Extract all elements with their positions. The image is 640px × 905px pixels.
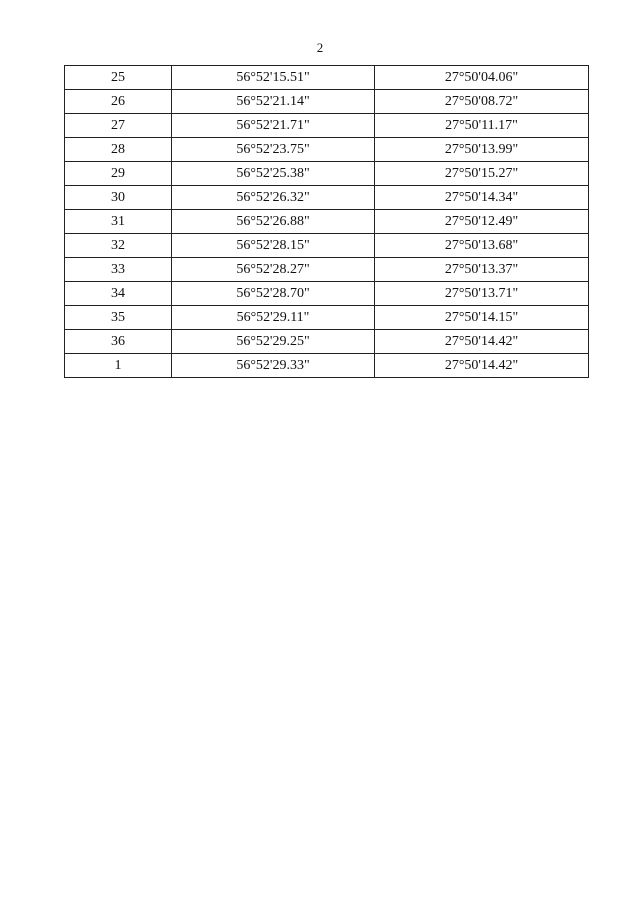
table-row [65,306,589,330]
table-row [65,162,589,186]
longitude-cell: 27°50'14.34" [375,186,589,210]
longitude-cell: 27°50'13.99" [375,138,589,162]
table-row [65,186,589,210]
table-row [65,234,589,258]
latitude-cell: 56°52'28.15" [172,234,375,258]
table-row [65,354,589,378]
longitude-cell: 27°50'14.15" [375,306,589,330]
longitude-cell: 27°50'15.27" [375,162,589,186]
longitude-cell: 27°50'08.72" [375,90,589,114]
point-index: 34 [65,282,172,306]
point-index: 1 [65,354,172,378]
page-number: 2 [316,40,324,55]
table-row [65,282,589,306]
latitude-cell: 56°52'29.25" [172,330,375,354]
longitude-cell: 27°50'04.06" [375,66,589,90]
longitude-cell: 27°50'12.49" [375,210,589,234]
table-row [65,210,589,234]
latitude-cell: 56°52'21.71" [172,114,375,138]
latitude-cell: 56°52'26.88" [172,210,375,234]
latitude-cell: 56°52'28.27" [172,258,375,282]
longitude-cell: 27°50'11.17" [375,114,589,138]
latitude-cell: 56°52'28.70" [172,282,375,306]
point-index: 25 [65,66,172,90]
point-index: 35 [65,306,172,330]
longitude-cell: 27°50'14.42" [375,354,589,378]
longitude-cell: 27°50'13.68" [375,234,589,258]
longitude-cell: 27°50'13.71" [375,282,589,306]
table-row [65,138,589,162]
latitude-cell: 56°52'15.51" [172,66,375,90]
longitude-cell: 27°50'13.37" [375,258,589,282]
latitude-cell: 56°52'23.75" [172,138,375,162]
latitude-cell: 56°52'29.11" [172,306,375,330]
point-index: 29 [65,162,172,186]
latitude-cell: 56°52'26.32" [172,186,375,210]
coordinates-table [64,65,589,378]
point-index: 26 [65,90,172,114]
table-row [65,66,589,90]
point-index: 30 [65,186,172,210]
point-index: 33 [65,258,172,282]
point-index: 27 [65,114,172,138]
latitude-cell: 56°52'29.33" [172,354,375,378]
table-row [65,258,589,282]
point-index: 36 [65,330,172,354]
point-index: 32 [65,234,172,258]
latitude-cell: 56°52'21.14" [172,90,375,114]
point-index: 28 [65,138,172,162]
table-row [65,114,589,138]
table-row [65,90,589,114]
latitude-cell: 56°52'25.38" [172,162,375,186]
point-index: 31 [65,210,172,234]
longitude-cell: 27°50'14.42" [375,330,589,354]
table-row [65,330,589,354]
